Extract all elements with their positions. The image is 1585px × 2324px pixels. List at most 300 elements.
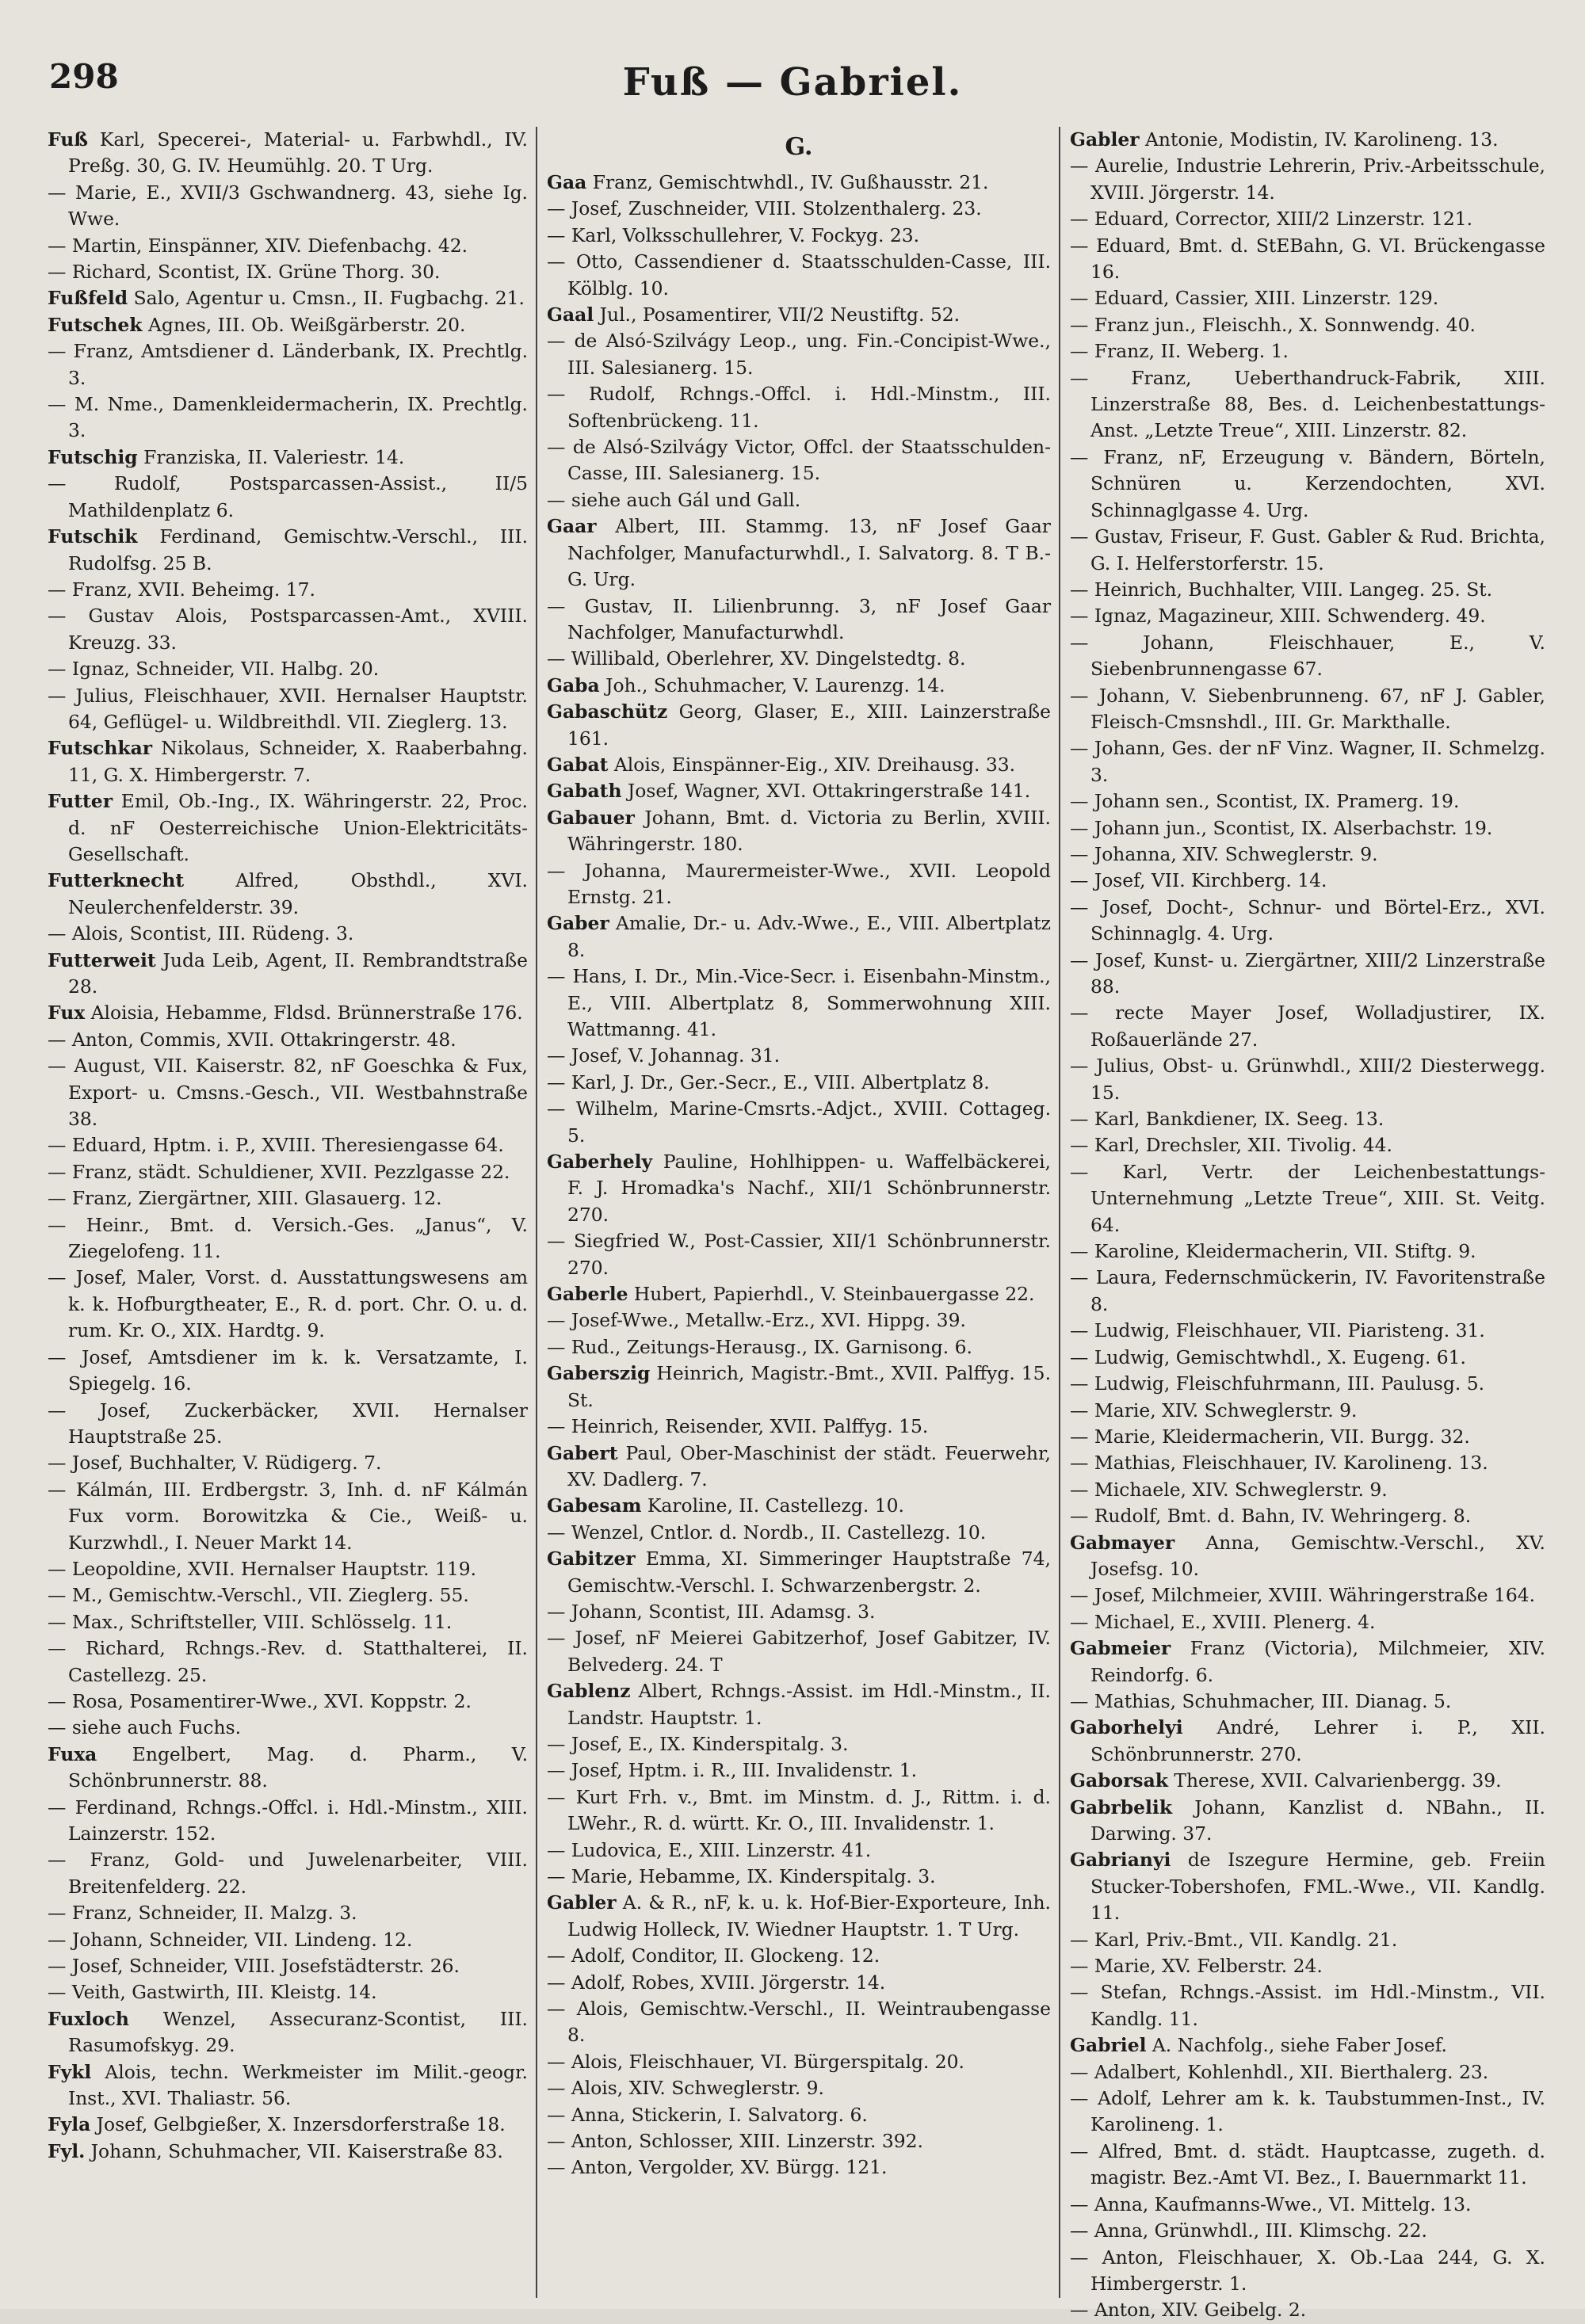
entry-surname: Fyl. bbox=[48, 2139, 86, 2162]
directory-entry bbox=[547, 1731, 1051, 1757]
entry-text: — Siegfried W., Post-Cassier, XII/1 Schönbrunnerstr. 270. bbox=[547, 1230, 1051, 1279]
directory-entry bbox=[547, 1228, 1051, 1281]
entry-text: Albert, Rchngs.-Assist. im Hdl.-Minstm., II. Landstr. Hauptstr. 1. bbox=[567, 1680, 1051, 1729]
directory-entry bbox=[1070, 1847, 1545, 1926]
directory-entry bbox=[547, 1678, 1051, 1731]
directory-entry bbox=[48, 180, 528, 233]
directory-entry bbox=[48, 1053, 528, 1132]
entry-text: Emil, Ob.-Ing., IX. Währingerstr. 22, Proc. d. nF Oesterreichische Union-Elektricitäts-Gesellschaft. bbox=[68, 790, 528, 865]
directory-entry bbox=[1070, 1953, 1545, 1979]
entry-text: — Mathias, Fleischhauer, IV. Karolineng. 13. bbox=[1070, 1452, 1488, 1475]
directory-entry bbox=[1070, 127, 1545, 153]
entry-text: — Adolf, Conditor, II. Glockeng. 12. bbox=[547, 1944, 880, 1967]
entry-text: — Anton, Vergolder, XV. Bürgg. 121. bbox=[547, 2156, 888, 2179]
entry-text: — Kálmán, III. Erdbergstr. 3, Inh. d. nF Kálmán Fux vorm. Borowitzka & Cie., Weiß- u. Kurzwhdl., I. Neuer Markt 14. bbox=[48, 1478, 528, 1554]
entry-text: — M. Nme., Damenkleidermacherin, IX. Prechtlg. 3. bbox=[48, 393, 528, 442]
entry-text: — Josef, Buchhalter, V. Rüdigerg. 7. bbox=[48, 1452, 382, 1475]
entry-surname: Gabert bbox=[547, 1441, 618, 1464]
directory-entry bbox=[547, 2154, 1051, 2181]
directory-entry bbox=[1070, 1106, 1545, 1132]
entry-text: Nikolaus, Schneider, X. Raaberbahng. 11, G. X. Himbergerstr. 7. bbox=[68, 737, 528, 786]
entry-surname: Fuxa bbox=[48, 1742, 97, 1765]
entry-text: Alfred, Obsthdl., XVI. Neulerchenfelderstr. 39. bbox=[68, 869, 528, 918]
directory-entry bbox=[48, 1582, 528, 1608]
directory-entry bbox=[48, 471, 528, 524]
directory-entry bbox=[1070, 1159, 1545, 1238]
directory-entry bbox=[1070, 2085, 1545, 2139]
entry-text: — Otto, Cassendiener d. Staatsschulden-Casse, III. Kölblg. 10. bbox=[547, 250, 1051, 300]
directory-entry bbox=[48, 391, 528, 445]
entry-text: Wenzel, Assecuranz-Scontist, III. Rasumofskyg. 29. bbox=[68, 2007, 528, 2057]
directory-entry bbox=[547, 513, 1051, 593]
entry-text: — Johann, Ges. der nF Vinz. Wagner, II. Schmelzg. 3. bbox=[1070, 737, 1545, 786]
directory-entry bbox=[547, 249, 1051, 302]
entry-text: — Adalbert, Kohlenhdl., XII. Bierthalerg. 23. bbox=[1070, 2060, 1489, 2083]
directory-entry bbox=[547, 1520, 1051, 1546]
entry-text: — siehe auch Gál und Gall. bbox=[547, 488, 801, 511]
entry-text: — Johann sen., Scontist, IX. Pramerg. 19. bbox=[1070, 790, 1460, 813]
directory-entry bbox=[1070, 815, 1545, 841]
entry-text: — Heinrich, Buchhalter, VIII. Langeg. 25. St. bbox=[1070, 578, 1493, 601]
directory-entry bbox=[48, 868, 528, 921]
entry-text: — Josef, VII. Kirchberg. 14. bbox=[1070, 869, 1327, 892]
directory-entry bbox=[1070, 1530, 1545, 1583]
directory-entry bbox=[1070, 1424, 1545, 1450]
entry-text: — Rosa, Posamentirer-Wwe., XVI. Koppstr. 2. bbox=[48, 1689, 472, 1712]
entry-text: — Kurt Frh. v., Bmt. im Minstm. d. J., Rittm. i. d. LWehr., R. d. württ. Kr. O., III. Invalidenstr. 1. bbox=[547, 1785, 1051, 1835]
entry-surname: Gabrbelik bbox=[1070, 1795, 1173, 1818]
directory-entry bbox=[547, 302, 1051, 328]
entry-text: — Max., Schriftsteller, VIII. Schlösselg. 11. bbox=[48, 1610, 453, 1633]
directory-entry bbox=[547, 1546, 1051, 1599]
directory-entry bbox=[1070, 445, 1545, 524]
entry-surname: Gaberszig bbox=[547, 1362, 651, 1385]
entry-text: — Johann, V. Siebenbrunneng. 67, nF J. Gabler, Fleisch-Cmsnshdl., III. Gr. Markthalle. bbox=[1070, 684, 1545, 733]
directory-entry bbox=[1070, 577, 1545, 603]
directory-entry bbox=[547, 487, 1051, 513]
directory-entry bbox=[547, 1096, 1051, 1149]
directory-entry bbox=[1070, 1979, 1545, 2032]
entry-text: André, Lehrer i. P., XII. Schönbrunnerstr. 270. bbox=[1090, 1716, 1545, 1765]
directory-entry bbox=[1070, 1477, 1545, 1503]
entry-text: Agnes, III. Ob. Weißgärberstr. 20. bbox=[142, 313, 466, 336]
entry-text: A. & R., nF, k. u. k. Hof-Bier-Exporteure, Inh. Ludwig Holleck, IV. Wiedner Hauptstr. 1. T Urg. bbox=[567, 1891, 1051, 1940]
directory-entry bbox=[1070, 735, 1545, 788]
directory-entry bbox=[48, 683, 528, 736]
directory-entry bbox=[48, 735, 528, 788]
directory-entry bbox=[547, 1757, 1051, 1784]
entry-text: — Josef-Wwe., Metallw.-Erz., XVI. Hippg. 39. bbox=[547, 1309, 966, 1332]
entry-text: — Heinrich, Reisender, XVII. Palffyg. 15. bbox=[547, 1415, 929, 1438]
entry-text: — Karoline, Kleidermacherin, VII. Stiftg. 9. bbox=[1070, 1240, 1476, 1263]
entry-text: — Anna, Grünwhdl., III. Klimschg. 22. bbox=[1070, 2219, 1427, 2242]
directory-entry bbox=[48, 338, 528, 391]
directory-entry bbox=[547, 805, 1051, 858]
entry-text: — Ferdinand, Rchngs.-Offcl. i. Hdl.-Minstm., XIII. Lainzerstr. 152. bbox=[48, 1795, 528, 1845]
entry-text: — Franz, Ziergärtner, XIII. Glasauerg. 12. bbox=[48, 1187, 442, 1210]
directory-entry bbox=[1070, 841, 1545, 868]
entry-surname: Fyla bbox=[48, 2113, 91, 2136]
directory-entry bbox=[48, 1556, 528, 1582]
directory-entry bbox=[1070, 2032, 1545, 2059]
directory-entry bbox=[48, 1847, 528, 1900]
entry-surname: Gabrianyi bbox=[1070, 1849, 1171, 1872]
entry-text: Amalie, Dr.- u. Adv.-Wwe., E., VIII. Albertplatz 8. bbox=[567, 912, 1051, 961]
entry-surname: Futter bbox=[48, 790, 113, 813]
directory-entry bbox=[547, 1625, 1051, 1678]
entry-text: — Anton, Fleischhauer, X. Ob.-Laa 244, G. X. Himbergerstr. 1. bbox=[1070, 2246, 1545, 2295]
entry-text: — Josef, Milchmeier, XVIII. Währingerstraße 164. bbox=[1070, 1584, 1536, 1607]
directory-entry bbox=[547, 1149, 1051, 1228]
entry-text: — Hans, I. Dr., Min.-Vice-Secr. i. Eisenbahn-Minstm., E., VIII. Albertplatz 8, Sommerwohnung XIII. Wattmanng. 41. bbox=[547, 965, 1051, 1040]
entry-text: — Josef, Maler, Vorst. d. Ausstattungswesens am k. k. Hofburgtheater, E., R. d. port. Chr. O. u. d. rum. Kr. O., XIX. Hardtg. 9. bbox=[48, 1266, 528, 1342]
entry-text: — Rudolf, Rchngs.-Offcl. i. Hdl.-Minstm., III. Softenbrückeng. 11. bbox=[547, 383, 1051, 432]
directory-entry bbox=[547, 2102, 1051, 2128]
column-2 bbox=[547, 127, 1051, 2298]
entry-text: — Josef, Amtsdiener im k. k. Versatzamte, I. Spiegelg. 16. bbox=[48, 1345, 528, 1395]
entry-text: — Julius, Obst- u. Grünwhdl., XIII/2 Diesterwegg. 15. bbox=[1070, 1055, 1545, 1104]
entry-text: Engelbert, Mag. d. Pharm., V. Schönbrunnerstr. 88. bbox=[68, 1742, 528, 1792]
directory-entry bbox=[547, 1890, 1051, 1943]
column-divider bbox=[1059, 127, 1060, 2298]
entry-text: — Karl, Bankdiener, IX. Seeg. 13. bbox=[1070, 1108, 1384, 1131]
entry-text: — recte Mayer Josef, Wolladjustirer, IX. Roßauerlände 27. bbox=[1070, 1002, 1545, 1051]
entry-text: — Eduard, Bmt. d. StEBahn, G. VI. Brückengasse 16. bbox=[1070, 234, 1545, 284]
directory-entry bbox=[1070, 1768, 1545, 1794]
directory-entry bbox=[1070, 365, 1545, 445]
entry-text: — Alois, Gemischtw.-Verschl., II. Weintraubengasse 8. bbox=[547, 1998, 1051, 2047]
directory-entry bbox=[48, 2112, 528, 2138]
entry-text: — Josef, Kunst- u. Ziergärtner, XIII/2 Linzerstraße 88. bbox=[1070, 948, 1545, 998]
entry-text: Aloisia, Hebamme, Fldsd. Brünnerstraße 176. bbox=[85, 1002, 523, 1025]
directory-entry bbox=[1070, 1927, 1545, 1953]
directory-entry bbox=[1070, 1265, 1545, 1318]
directory-entry bbox=[547, 1414, 1051, 1440]
directory-entry bbox=[1070, 285, 1545, 311]
entry-text: — Karl, Volksschullehrer, V. Fockyg. 23. bbox=[547, 223, 920, 246]
directory-entry bbox=[1070, 603, 1545, 629]
entry-text: — Willibald, Oberlehrer, XV. Dingelstedtg. 8. bbox=[547, 647, 966, 670]
entry-text: Albert, III. Stammg. 13, nF Josef Gaar Nachfolger, Manufacturwhdl., I. Salvatorg. 8. T B.-G. Urg. bbox=[567, 515, 1051, 591]
directory-entry bbox=[547, 1864, 1051, 1890]
entry-text: — Franz, nF, Erzeugung v. Bändern, Börteln, Schnüren u. Kerzendochten, XVI. Schinnaglgasse 4. Urg. bbox=[1070, 445, 1545, 521]
entry-text: — Marie, Kleidermacherin, VII. Burgg. 32. bbox=[1070, 1425, 1470, 1448]
entry-surname: Fykl bbox=[48, 2060, 92, 2083]
directory-entry bbox=[1070, 2245, 1545, 2298]
directory-entry bbox=[48, 524, 528, 577]
directory-entry bbox=[547, 1784, 1051, 1837]
entry-surname: Fußfeld bbox=[48, 287, 128, 310]
directory-entry bbox=[1070, 2218, 1545, 2244]
entry-text: — Anton, Commis, XVII. Ottakringerstr. 48. bbox=[48, 1028, 456, 1051]
entry-text: — Marie, XIV. Schweglerstr. 9. bbox=[1070, 1399, 1358, 1421]
entry-text: Salo, Agentur u. Cmsn., II. Fugbachg. 21. bbox=[128, 287, 525, 310]
entry-text: — Franz, Schneider, II. Malzg. 3. bbox=[48, 1902, 357, 1925]
directory-entry bbox=[547, 1360, 1051, 1414]
directory-entry bbox=[48, 788, 528, 868]
directory-entry bbox=[48, 2139, 528, 2165]
entry-text: — Gustav Alois, Postsparcassen-Amt., XVIII. Kreuzg. 33. bbox=[48, 605, 528, 654]
entry-text: — Alois, Fleischhauer, VI. Bürgerspitalg. 20. bbox=[547, 2050, 964, 2073]
entry-text: — Laura, Federnschmückerin, IV. Favoritenstraße 8. bbox=[1070, 1266, 1545, 1315]
directory-entry bbox=[1070, 338, 1545, 364]
entry-text: — Josef, Zuckerbäcker, XVII. Hernalser Hauptstraße 25. bbox=[48, 1399, 528, 1448]
entry-text: — August, VII. Kaiserstr. 82, nF Goeschka & Fux, Export- u. Cmsns.-Gesch., VII. Westbahnstraße 38. bbox=[48, 1055, 528, 1131]
entry-text: Johann, Bmt. d. Victoria zu Berlin, XVIII. Währingerstr. 180. bbox=[567, 806, 1051, 856]
entry-text: — Adolf, Robes, XVIII. Jörgerstr. 14. bbox=[547, 1971, 886, 1994]
entry-surname: Futschkar bbox=[48, 737, 153, 760]
directory-entry bbox=[547, 1943, 1051, 1969]
directory-entry bbox=[1070, 233, 1545, 286]
directory-entry bbox=[1070, 1000, 1545, 1053]
entry-text: Josef, Gelbgießer, X. Inzersdorferstraße 18. bbox=[90, 2113, 506, 2136]
directory-entry bbox=[1070, 788, 1545, 815]
entry-text: — Michael, E., XVIII. Plenerg. 4. bbox=[1070, 1610, 1376, 1633]
directory-entry bbox=[48, 1185, 528, 1212]
directory-entry bbox=[48, 1398, 528, 1451]
entry-surname: Gaberle bbox=[547, 1283, 628, 1306]
directory-entry bbox=[547, 858, 1051, 911]
directory-entry bbox=[1070, 312, 1545, 338]
entry-text: A. Nachfolg., siehe Faber Josef. bbox=[1146, 2034, 1447, 2057]
entry-surname: Gabath bbox=[547, 780, 622, 803]
entry-text: Alois, techn. Werkmeister im Milit.-geogr. Inst., XVI. Thaliastr. 56. bbox=[68, 2060, 528, 2110]
entry-text: — Johann jun., Scontist, IX. Alserbachstr. 19. bbox=[1070, 816, 1493, 839]
directory-entry bbox=[48, 1450, 528, 1476]
directory-entry bbox=[1070, 1371, 1545, 1397]
entry-text: Therese, XVII. Calvarienbergg. 39. bbox=[1167, 1769, 1502, 1792]
directory-entry bbox=[48, 1953, 528, 1979]
entry-text: — Gustav, Friseur, F. Gust. Gabler & Rud. Brichta, G. I. Helferstorferstr. 15. bbox=[1070, 525, 1545, 574]
column-divider bbox=[536, 127, 537, 2298]
directory-entry bbox=[1070, 2297, 1545, 2323]
entry-text: Heinrich, Magistr.-Bmt., XVII. Palffyg. 15. St. bbox=[567, 1362, 1051, 1411]
entry-surname: Gabauer bbox=[547, 806, 635, 829]
entry-text: — Josef, Docht-, Schnur- und Börtel-Erz., XVI. Schinnaglg. 4. Urg. bbox=[1070, 895, 1545, 945]
entry-text: — Johann, Schneider, VII. Lindeng. 12. bbox=[48, 1928, 413, 1951]
column-1 bbox=[48, 127, 528, 2298]
entry-text: — Alfred, Bmt. d. städt. Hauptcasse, zugeth. d. magistr. Bez.-Amt VI. Bez., I. Bauernmarkt 11. bbox=[1070, 2139, 1545, 2189]
directory-entry bbox=[48, 1212, 528, 1265]
entry-text: — Marie, XV. Felberstr. 24. bbox=[1070, 1955, 1323, 1978]
entry-text: — Josef, E., IX. Kinderspitalg. 3. bbox=[547, 1732, 849, 1755]
entry-text: Josef, Wagner, XVI. Ottakringerstraße 141. bbox=[621, 780, 1031, 803]
entry-text: — Ignaz, Magazineur, XIII. Schwenderg. 49. bbox=[1070, 605, 1486, 628]
directory-entry bbox=[1070, 630, 1545, 683]
entry-text: Georg, Glaser, E., XIII. Lainzerstraße 161. bbox=[567, 700, 1051, 750]
entry-text: — Franz, XVII. Beheimg. 17. bbox=[48, 578, 315, 601]
entry-surname: Gablenz bbox=[547, 1680, 631, 1703]
directory-entry bbox=[48, 603, 528, 656]
entry-text: — Heinr., Bmt. d. Versich.-Ges. „Janus“, V. Ziegelofeng. 11. bbox=[48, 1213, 528, 1263]
entry-text: — Eduard, Hptm. i. P., XVIII. Theresiengasse 64. bbox=[48, 1134, 504, 1157]
entry-text: — Michaele, XIV. Schweglerstr. 9. bbox=[1070, 1478, 1388, 1501]
directory-entry bbox=[1070, 1609, 1545, 1635]
directory-entry bbox=[547, 752, 1051, 778]
directory-entry bbox=[547, 223, 1051, 249]
entry-text: — Rudolf, Bmt. d. Bahn, IV. Wehringerg. 8. bbox=[1070, 1505, 1472, 1528]
directory-entry bbox=[547, 1281, 1051, 1307]
directory-entry bbox=[48, 1477, 528, 1556]
entry-text: — Anton, Schlosser, XIII. Linzerstr. 392. bbox=[547, 2130, 923, 2153]
entry-text: Joh., Schuhmacher, V. Laurenzg. 14. bbox=[599, 674, 945, 696]
directory-entry bbox=[547, 2128, 1051, 2154]
entry-text: Franz (Victoria), Milchmeier, XIV. Reindorfg. 6. bbox=[1090, 1637, 1545, 1686]
entry-surname: Gabaschütz bbox=[547, 700, 668, 723]
directory-entry bbox=[547, 964, 1051, 1043]
entry-surname: Fux bbox=[48, 1002, 86, 1025]
entry-text: Emma, XI. Simmeringer Hauptstraße 74, Gemischtw.-Verschl. I. Schwarzenbergstr. 2. bbox=[567, 1547, 1051, 1597]
entry-text: — Josef, Hptm. i. R., III. Invalidenstr. 1. bbox=[547, 1759, 918, 1782]
entry-text: — Anna, Kaufmanns-Wwe., VI. Mittelg. 13. bbox=[1070, 2192, 1472, 2215]
directory-entry bbox=[48, 921, 528, 947]
directory-entry bbox=[547, 1043, 1051, 1069]
entry-text: Hubert, Papierhdl., V. Steinbauergasse 22. bbox=[628, 1283, 1035, 1306]
entry-text: — Josef, V. Johannag. 31. bbox=[547, 1044, 781, 1067]
entry-text: — Franz, II. Weberg. 1. bbox=[1070, 340, 1289, 363]
entry-text: — Johanna, XIV. Schweglerstr. 9. bbox=[1070, 842, 1378, 865]
directory-entry bbox=[1070, 1689, 1545, 1715]
directory-entry bbox=[1070, 895, 1545, 948]
entry-text: — Rudolf, Postsparcassen-Assist., II/5 Mathildenplatz 6. bbox=[48, 472, 528, 521]
entry-text: Johann, Schuhmacher, VII. Kaiserstraße 83. bbox=[85, 2139, 503, 2162]
directory-entry bbox=[1070, 1795, 1545, 1848]
entry-text: Alois, Einspänner-Eig., XIV. Dreihausg. 33. bbox=[608, 753, 1016, 776]
entry-text: Anna, Gemischtw.-Verschl., XV. Josefsg. 10. bbox=[1090, 1531, 1545, 1580]
directory-entry bbox=[48, 1027, 528, 1053]
entry-text: — Johann, Scontist, III. Adamsg. 3. bbox=[547, 1600, 876, 1623]
entry-text: — siehe auch Fuchs. bbox=[48, 1716, 242, 1739]
directory-entry bbox=[1070, 948, 1545, 1001]
directory-entry bbox=[547, 381, 1051, 434]
entry-text: Pauline, Hohlhippen- u. Waffelbäckerei, F. J. Hromadka's Nachf., XII/1 Schönbrunnerstr. 270. bbox=[567, 1151, 1051, 1226]
directory-entry bbox=[48, 2059, 528, 2112]
directory-entry bbox=[547, 910, 1051, 964]
directory-entry bbox=[48, 1900, 528, 1926]
entry-text: Paul, Ober-Maschinist der städt. Feuerwehr, XV. Dadlerg. 7. bbox=[567, 1441, 1051, 1490]
directory-entry bbox=[48, 233, 528, 259]
directory-entry bbox=[1070, 2059, 1545, 2085]
entry-text: — Alois, Scontist, III. Rüdeng. 3. bbox=[48, 922, 354, 945]
entry-text: — Stefan, Rchngs.-Assist. im Hdl.-Minstm., VII. Kandlg. 11. bbox=[1070, 1981, 1545, 2030]
entry-surname: Gabler bbox=[547, 1891, 617, 1914]
directory-entry bbox=[48, 656, 528, 682]
entry-surname: Gaber bbox=[547, 912, 609, 935]
directory-entry bbox=[48, 1689, 528, 1715]
entry-text: — Gustav, II. Lilienbrunng. 3, nF Josef Gaar Nachfolger, Manufacturwhdl. bbox=[547, 594, 1051, 643]
directory-entry bbox=[48, 1265, 528, 1344]
entry-text: — Alois, XIV. Schweglerstr. 9. bbox=[547, 2077, 824, 2100]
directory-entry bbox=[48, 2006, 528, 2059]
directory-entry bbox=[1070, 1132, 1545, 1158]
directory-entry bbox=[547, 196, 1051, 222]
directory-entry bbox=[48, 127, 528, 180]
entry-text: — Richard, Rchngs.-Rev. d. Statthalterei, II. Castellezg. 25. bbox=[48, 1637, 528, 1686]
page-title: Fuß — Gabriel. bbox=[622, 60, 963, 105]
directory-entry bbox=[1070, 1238, 1545, 1265]
directory-entry bbox=[1070, 1503, 1545, 1529]
entry-text: — Franz jun., Fleischh., X. Sonnwendg. 40. bbox=[1070, 313, 1476, 336]
entry-text: — Karl, Priv.-Bmt., VII. Kandlg. 21. bbox=[1070, 1928, 1398, 1951]
entry-surname: Gabesam bbox=[547, 1494, 642, 1517]
directory-entry bbox=[48, 1345, 528, 1398]
directory-entry bbox=[48, 1927, 528, 1953]
entry-text: — Josef, Schneider, VIII. Josefstädterstr. 26. bbox=[48, 1955, 460, 1978]
entry-surname: Gaba bbox=[547, 674, 600, 696]
directory-entry bbox=[48, 285, 528, 311]
entry-surname: Futschig bbox=[48, 445, 138, 468]
entry-text: Franziska, II. Valeriestr. 14. bbox=[137, 445, 405, 468]
entry-text: — Johanna, Maurermeister-Wwe., XVII. Leopold Ernstg. 21. bbox=[547, 859, 1051, 908]
directory-entry bbox=[547, 2049, 1051, 2075]
entry-text: — Wenzel, Cntlor. d. Nordb., II. Castellezg. 10. bbox=[547, 1521, 987, 1544]
directory-entry bbox=[547, 778, 1051, 804]
entry-text: — Richard, Scontist, IX. Grüne Thorg. 30. bbox=[48, 261, 441, 284]
entry-surname: Gabitzer bbox=[547, 1547, 636, 1570]
directory-entry bbox=[1070, 1053, 1545, 1106]
directory-entry bbox=[1070, 2139, 1545, 2192]
directory-entry bbox=[48, 1715, 528, 1741]
entry-text: — Rud., Zeitungs-Herausg., IX. Garnisong. 6. bbox=[547, 1335, 972, 1358]
directory-entry bbox=[547, 1307, 1051, 1334]
entry-surname: Fuxloch bbox=[48, 2007, 129, 2030]
entry-text: — Franz, Amtsdiener d. Länderbank, IX. Prechtlg. 3. bbox=[48, 340, 528, 389]
entry-surname: Gabat bbox=[547, 753, 609, 776]
entry-text: — Karl, Vertr. der Leichenbestattungs-Unternehmung „Letzte Treue“, XIII. St. Veitg. 64. bbox=[1070, 1160, 1545, 1236]
directory-entry bbox=[1070, 153, 1545, 206]
directory-entry bbox=[1070, 1635, 1545, 1689]
entry-text: Juda Leib, Agent, II. Rembrandtstraße 28. bbox=[68, 948, 528, 998]
entry-text: — Mathias, Schuhmacher, III. Dianag. 5. bbox=[1070, 1689, 1452, 1712]
entry-text: — Josef, nF Meierei Gabitzerhof, Josef Gabitzer, IV. Belvederg. 24. T bbox=[547, 1627, 1051, 1676]
column-3 bbox=[1070, 127, 1545, 2322]
entry-text: Karl, Specerei-, Material- u. Farbwhdl., IV. Preßg. 30, G. IV. Heumühlg. 20. T Urg. bbox=[68, 128, 528, 177]
directory-entry bbox=[48, 1159, 528, 1185]
directory-entry bbox=[547, 1599, 1051, 1625]
entry-text: — Franz, städt. Schuldiener, XVII. Pezzlgasse 22. bbox=[48, 1160, 510, 1183]
directory-entry bbox=[48, 1132, 528, 1158]
directory-entry bbox=[48, 1795, 528, 1848]
directory-entry bbox=[547, 1493, 1051, 1519]
entry-text: Ferdinand, Gemischtw.-Verschl., III. Rudolfsg. 25 B. bbox=[68, 525, 528, 574]
entry-surname: Futterknecht bbox=[48, 869, 185, 892]
entry-text: — Marie, Hebamme, IX. Kinderspitalg. 3. bbox=[547, 1865, 936, 1887]
entry-text: Antonie, Modistin, IV. Karolineng. 13. bbox=[1139, 128, 1499, 151]
entry-text: — Anna, Stickerin, I. Salvatorg. 6. bbox=[547, 2103, 868, 2126]
entry-text: — Karl, Drechsler, XII. Tivolig. 44. bbox=[1070, 1134, 1392, 1157]
entry-surname: Gabmayer bbox=[1070, 1531, 1175, 1554]
directory-entry bbox=[1070, 868, 1545, 894]
directory-entry bbox=[547, 328, 1051, 381]
directory-entry bbox=[547, 1837, 1051, 1864]
entry-text: — Eduard, Cassier, XIII. Linzerstr. 129. bbox=[1070, 287, 1439, 310]
directory-entry bbox=[1070, 683, 1545, 736]
directory-entry bbox=[1070, 1582, 1545, 1608]
entry-surname: Gaa bbox=[547, 171, 587, 193]
directory-entry bbox=[48, 445, 528, 471]
entry-surname: Futschik bbox=[48, 525, 138, 548]
page-number: 298 bbox=[49, 57, 119, 96]
entry-text: — Franz, Ueberthandruck-Fabrik, XIII. Linzerstraße 88, Bes. d. Leichenbestattungs-Anst. „Letzte Treue“, XIII. Linzerstr. 82. bbox=[1070, 366, 1545, 442]
entry-surname: Gaborhelyi bbox=[1070, 1716, 1183, 1739]
entry-text: Karoline, II. Castellezg. 10. bbox=[641, 1494, 904, 1517]
entry-text: — Ludwig, Fleischfuhrmann, III. Paulusg. 5. bbox=[1070, 1372, 1485, 1395]
directory-entry bbox=[547, 1070, 1051, 1096]
entry-text: — Martin, Einspänner, XIV. Diefenbachg. 42. bbox=[48, 234, 468, 257]
entry-surname: Futschek bbox=[48, 313, 143, 336]
directory-entry bbox=[547, 593, 1051, 647]
directory-entry bbox=[547, 1441, 1051, 1494]
